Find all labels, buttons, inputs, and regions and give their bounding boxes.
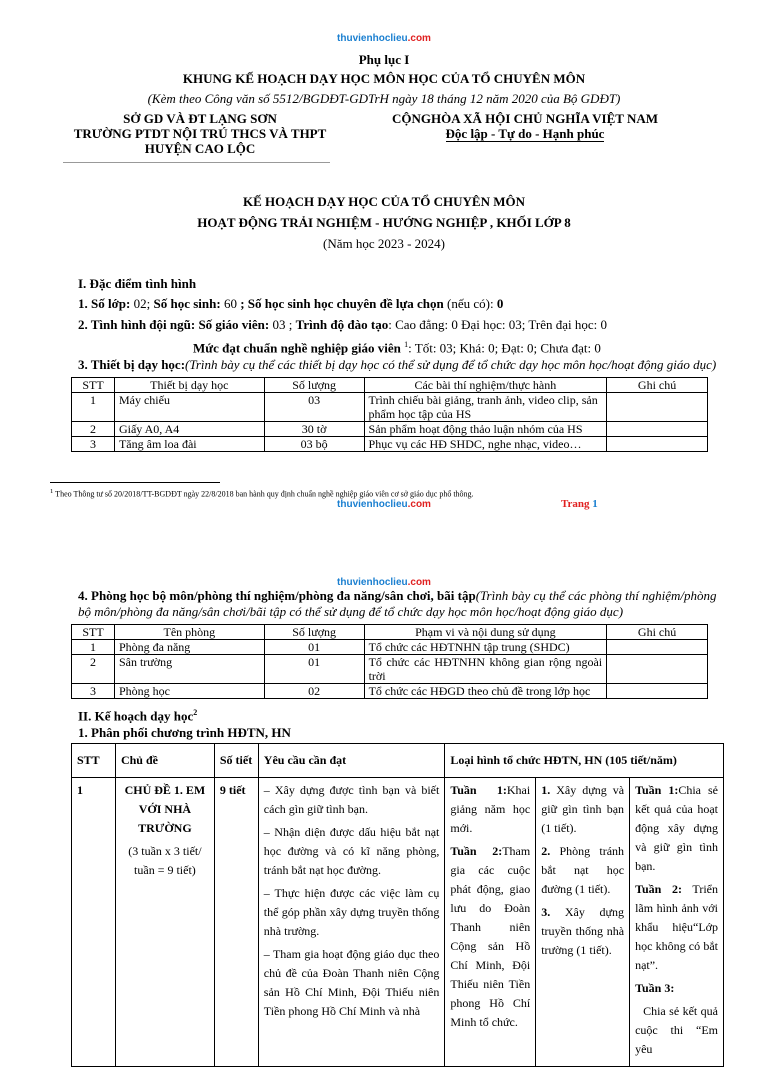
program-table-header: STT Chủ đề Số tiết Yêu cầu cần đạt Loại hình tổ chức HĐTN, HN (105 tiết/năm)	[72, 744, 724, 778]
frame-title: KHUNG KẾ HOẠCH DẠY HỌC MÔN HỌC CỦA TỔ CHUYÊN MÔN	[182, 71, 586, 86]
table-row: 1 Phòng đa năng 01 Tổ chức các HĐTNHN tập trung (SHDC)	[72, 640, 708, 655]
activity-col-a: Tuần 1:Khai giảng năm học mới. Tuần 2:Tham gia các cuộc phát động, giao lưu do Đoàn Thanh niên Cộng sản Hồ Chí Minh, Đội Thiếu niên Tiền phong Hồ Chí Minh tổ chức.	[445, 778, 536, 1067]
left-header-divider	[63, 162, 330, 163]
left-header: SỞ GD VÀ ĐT LẠNG SƠN TRƯỜNG PTDT NỘI TRÚ THCS VÀ THPT HUYỆN CAO LỘC	[73, 111, 327, 156]
right-header: CỘNGHÒA XÃ HỘI CHỦ NGHĨA VIỆT NAM Độc lập - Tự do - Hạnh phúc	[391, 111, 659, 141]
section2-subheading: 1. Phân phối chương trình HĐTN, HN	[78, 725, 291, 740]
section1-item3: 3. Thiết bị dạy học:(Trình bày cụ thể các thiết bị dạy học có thể sử dụng để tổ chức dạy học môn học/hoạt động giáo dục)	[78, 357, 717, 372]
table-row: 2 Giấy A0, A4 30 tờ Sản phẩm hoạt động thảo luận nhóm của HS	[72, 422, 708, 437]
section1-heading: I. Đặc điểm tình hình	[78, 276, 197, 291]
topic-title: CHỦ ĐỀ 1. EM VỚI NHÀ TRƯỜNG	[124, 783, 206, 835]
equipment-table-header: STT Thiết bị dạy học Số lượng Các bài thí nghiệm/thực hành Ghi chú	[72, 378, 708, 393]
program-table	[71, 743, 724, 1067]
footnote: $^1$ Theo Thông tư số 20/2018/TT-BGDĐT ngày 22/8/2018 ban hành quy định chuẩn nghề nghiệp giáo viên cơ sở giáo dục phổ thông.	[50, 488, 474, 499]
section1-item2b: Mức đạt chuẩn nghề nghiệp giáo viên $^1$: Tốt: 03; Khá: 0; Đạt: 0; Chưa đạt: 0	[193, 340, 601, 356]
section1-item2: 2. Tình hình đội ngũ: Số giáo viên: 03 ; Trình độ đào tạo: Cao đẳng: 0 Đại học: 03; Trên đại học: 0	[78, 317, 608, 332]
plan-title: KẾ HOẠCH DẠY HỌC CỦA TỔ CHUYÊN MÔN	[242, 194, 526, 209]
equipment-table	[71, 377, 708, 452]
activity-col-c: Tuần 1:Chia sẻ kết quả của hoạt động xây dựng và giữ gìn tình bạn. Tuần 2: Triển lãm hình ảnh với khẩu hiệu“Lớp học không có bắt nạt”. Tuần 3: Chia sẻ kết quả cuộc thi “Em yêu	[630, 778, 724, 1067]
room-table-header: STT Tên phòng Số lượng Phạm vi và nội dung sử dụng Ghi chú	[72, 625, 708, 640]
frame-note: (Kèm theo Công văn số 5512/BGDĐT-GDTrH ngày 18 tháng 12 năm 2020 của Bộ GDĐT)	[147, 91, 621, 106]
page-number: Trang 1	[561, 498, 598, 510]
plan-subtitle: HOẠT ĐỘNG TRẢI NGHIỆM - HƯỚNG NGHIỆP , KHỐI LỚP 8	[197, 215, 571, 230]
appendix-label: Phụ lục I	[358, 52, 410, 67]
section1-item1: 1. Số lớp: 02; Số học sinh: 60 ; Số học sinh học chuyên đề lựa chọn (nếu có): 0	[78, 296, 504, 311]
table-row: 1 Máy chiếu 03 Trình chiếu bài giảng, tranh ảnh, video clip, sản phẩm học tập của HS	[72, 393, 708, 422]
table-row: 1 CHỦ ĐỀ 1. EM VỚI NHÀ TRƯỜNG (3 tuần x 3 tiết/ tuần = 9 tiết) 9 tiết – Xây dựng được tình bạn và biết cách gìn giữ tình bạn. – Nhận diện được dấu hiệu bắt nạt học đường và có kĩ năng phòng, tránh bắt nạt học đường. – Thực hiện được các việc làm cụ thể góp phần xây dựng truyền thống nhà trường. – Tham gia hoạt động giáo dục theo chủ đề của Đoàn Thanh niên Cộng sản Hồ Chí Minh, Đội Thiếu niên Tiền phong Hồ Chí Minh và nhà Tuần 1:Khai giảng năm học mới. Tuần 2:Tham gia các cuộc phát động, giao lưu do Đoàn Thanh niên Cộng sản Hồ Chí Minh, Đội Thiếu niên Tiền phong Hồ Chí Minh tổ chức. 1. Xây dựng và giữ gìn tình bạn (1 tiết). 2. Phòng tránh bắt nạt học đường (1 tiết). 3. Xây dựng truyền thống nhà trường (1 tiết). Tuần 1:Chia sẻ kết quả của hoạt động xây dựng và giữ gìn tình bạn. Tuần 2: Triển lãm hình ảnh với khẩu hiệu“Lớp học không có bắt nạt”. Tuần 3: Chia sẻ kết quả cuộc thi “Em yêu	[72, 778, 724, 1067]
section2-heading: II. Kế hoạch dạy học$^2$	[78, 708, 198, 724]
footnote-divider	[50, 482, 220, 483]
section4-text: 4. Phòng học bộ môn/phòng thí nghiệm/phòng đa năng/sân chơi, bãi tập(Trình bày cụ thể các phòng thí nghiệm/phòng bộ môn/phòng đa năng/sân chơi/bãi tập có thể sử dụng để tổ chức dạy học môn học/hoạt động giáo dục)	[78, 588, 717, 619]
topic-note: (3 tuần x 3 tiết/ tuần = 9 tiết)	[128, 844, 202, 877]
requirements-cell: – Xây dựng được tình bạn và biết cách gìn giữ tình bạn. – Nhận diện được dấu hiệu bắt nạt học đường và có kĩ năng phòng, tránh bắt nạt học đường. – Thực hiện được các việc làm cụ thể góp phần xây dựng truyền thống nhà trường. – Tham gia hoạt động giáo dục theo chủ đề của Đoàn Thanh niên Cộng sản Hồ Chí Minh, Đội Thiếu niên Tiền phong Hồ Chí Minh và nhà	[258, 778, 445, 1067]
table-row: 3 Tăng âm loa đài 03 bộ Phục vụ các HĐ SHDC, nghe nhạc, video…	[72, 437, 708, 452]
room-table	[71, 624, 708, 699]
school-year: (Năm học 2023 - 2024)	[322, 236, 446, 251]
table-row: 2 Sân trường 01 Tổ chức các HĐTNHN không gian rộng ngoài trời	[72, 655, 708, 684]
watermark-top: thuvienhoclieu.com	[337, 33, 431, 44]
watermark-page2: thuvienhoclieu.com	[337, 577, 431, 588]
watermark-bottom: thuvienhoclieu.com	[337, 499, 431, 510]
table-row: 3 Phòng học 02 Tổ chức các HĐGD theo chủ đề trong lớp học	[72, 684, 708, 699]
activity-col-b: 1. Xây dựng và giữ gìn tình bạn (1 tiết). 2. Phòng tránh bắt nạt học đường (1 tiết). 3. Xây dựng truyền thống nhà trường (1 tiết).	[536, 778, 630, 1067]
